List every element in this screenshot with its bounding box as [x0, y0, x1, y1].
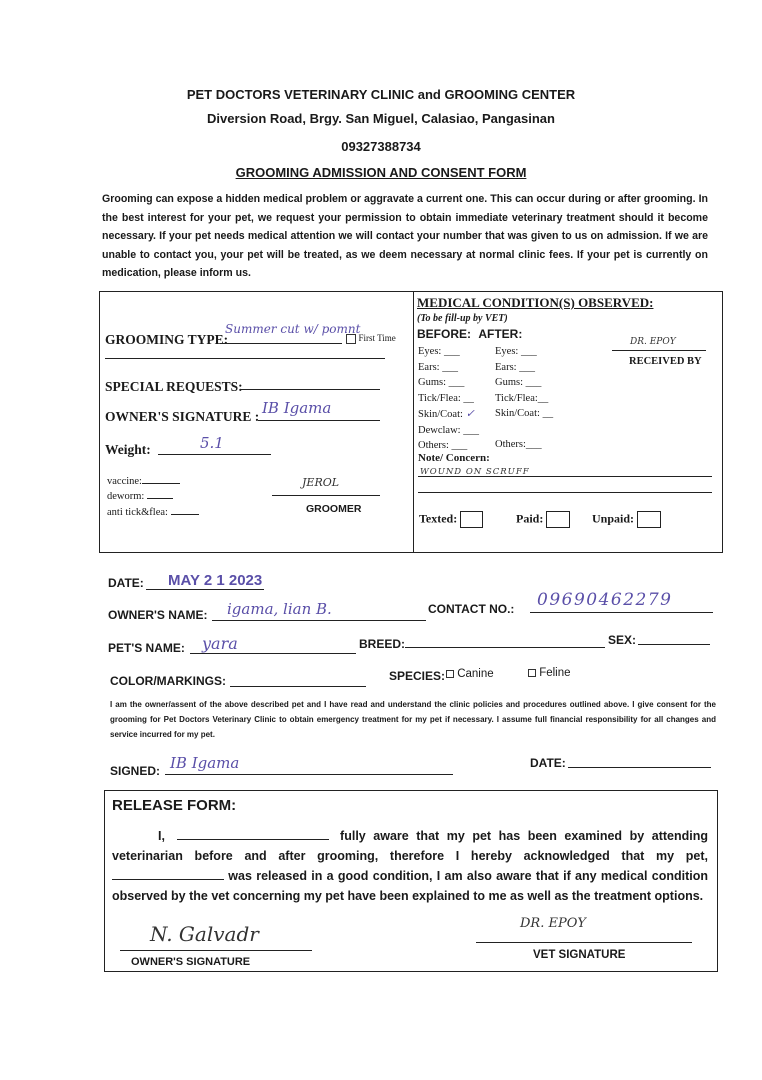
texted-checkbox[interactable]: [460, 511, 483, 528]
weight-line: [158, 454, 271, 455]
weight-value[interactable]: 5.1: [200, 434, 224, 452]
date-label: DATE:: [108, 576, 144, 590]
box-divider: [413, 291, 414, 553]
owner-name-value[interactable]: igama, lian B.: [227, 600, 332, 618]
contact-line: [530, 612, 713, 613]
paid-option[interactable]: [516, 511, 570, 528]
groomer-label: GROOMER: [306, 503, 362, 515]
grooming-type-value[interactable]: Summer cut w/ pomnt: [225, 322, 361, 336]
consent-date-label: DATE:: [530, 756, 566, 770]
before-item[interactable]: Skin/Coat: ✓: [418, 407, 475, 420]
release-vet-sig-label: VET SIGNATURE: [533, 949, 626, 961]
release-text-1: fully aware that my pet has been examined by attending veterinarian before and after grooming, therefore I hereby acknowledged that my pet,: [112, 829, 708, 863]
sex-label: SEX:: [608, 633, 637, 647]
after-item[interactable]: Others:___: [495, 439, 542, 450]
texted-option[interactable]: [419, 511, 483, 528]
feline-checkbox[interactable]: [528, 669, 536, 677]
received-by-value[interactable]: DR. EPOY: [630, 337, 676, 347]
canine-checkbox[interactable]: [446, 670, 454, 678]
intro-paragraph: Grooming can expose a hidden medical problem or aggravate a current one. This can occur during or after grooming. In the best interest for your pet, we request your permission to obtain immediate veterinary treatment should it become necessary. If your pet needs medical attention we will contact your number that was given to us on admission. If we are unable to contact you, your pet will be treated, as we deem necessary at normal clinic fees. If your pet is currently on medication, please inform us.: [102, 193, 708, 280]
release-owner-signature[interactable]: N. Galvadr: [150, 922, 259, 946]
date-stamp[interactable]: MAY 2 1 2023: [168, 572, 263, 589]
after-item[interactable]: Skin/Coat: __: [495, 408, 554, 419]
groomer-line: [272, 495, 380, 496]
breed-field[interactable]: [405, 647, 605, 648]
release-vet-signature[interactable]: DR. EPOY: [520, 916, 586, 931]
unpaid-label: Unpaid:: [592, 511, 635, 526]
after-item[interactable]: Gums: ___: [495, 377, 542, 388]
clinic-phone: 09327388734: [341, 139, 421, 154]
before-item[interactable]: Tick/Flea: __: [418, 392, 474, 404]
note-label: Note/ Concern:: [418, 452, 490, 464]
texted-label: Texted:: [419, 511, 458, 526]
after-label: AFTER:: [478, 327, 523, 341]
weight-label: Weight:: [105, 442, 151, 457]
first-time-option[interactable]: [346, 333, 396, 344]
groomer-value[interactable]: JEROL: [302, 476, 340, 489]
species-canine-option[interactable]: [446, 668, 494, 680]
consent-text: I am the owner/assent of the above described pet and I have read and understand the clinic policies and procedures outlined above. I give consent for the grooming for Pet Doctors Veterinary Clinic to obtain emergency treatment for my pet if necessary. I assume full financial responsibility for all changes and service incurred for my pet.: [110, 700, 716, 739]
deworm-row: [107, 491, 173, 502]
consent-date-field[interactable]: [568, 767, 711, 768]
feline-label: Feline: [539, 667, 571, 679]
special-requests-field[interactable]: [240, 389, 380, 390]
signed-line: [165, 774, 453, 775]
received-by-label: RECEIVED BY: [629, 356, 702, 367]
owner-signature-value[interactable]: IB Igama: [262, 399, 332, 417]
pet-name-value[interactable]: yara: [202, 634, 238, 653]
after-item[interactable]: Ears: ___: [495, 361, 535, 373]
grooming-type-label: GROOMING TYPE:: [105, 332, 229, 347]
note-value[interactable]: WOUND ON SCRUFF: [420, 467, 530, 477]
unpaid-checkbox[interactable]: [637, 511, 661, 528]
before-checklist: [418, 344, 479, 454]
owner-signature-label: OWNER'S SIGNATURE :: [105, 409, 260, 424]
owner-signature-line: [258, 420, 380, 421]
release-text-2: was released in a good condition, I am also aware that if any medical condition observed by the vet concerning my pet have been explained to me as well as the treatment options.: [112, 869, 708, 903]
before-item[interactable]: Others: ___: [418, 440, 468, 451]
clinic-address: Diversion Road, Brgy. San Miguel, Calasiao, Pangasinan: [207, 111, 555, 126]
note-line-1: [418, 476, 712, 477]
release-vet-sig-line: [476, 942, 692, 943]
skin-check-mark: ✓: [465, 407, 475, 420]
special-requests-label: SPECIAL REQUESTS:: [105, 379, 243, 394]
release-owner-name-field[interactable]: [177, 839, 329, 840]
vaccine-label: vaccine:: [107, 476, 142, 487]
deworm-field[interactable]: [147, 498, 173, 499]
contact-label: CONTACT NO.:: [428, 602, 515, 616]
received-by-line: [612, 350, 706, 351]
owner-name-line: [212, 620, 426, 621]
pet-name-line: [190, 653, 356, 654]
date-line: [146, 589, 264, 590]
grooming-extra-line: [105, 358, 385, 359]
sex-field[interactable]: [638, 644, 710, 645]
before-item[interactable]: Ears: ___: [418, 361, 458, 373]
vaccine-row: [107, 476, 180, 487]
paid-label: Paid:: [516, 511, 544, 526]
before-item[interactable]: Eyes: ___: [418, 346, 460, 357]
first-time-checkbox[interactable]: [346, 334, 356, 344]
antitick-label: anti tick&flea:: [107, 507, 168, 518]
after-checklist: [495, 344, 553, 453]
signed-label: SIGNED:: [110, 764, 161, 778]
signed-value[interactable]: IB Igama: [170, 754, 240, 772]
color-markings-label: COLOR/MARKINGS:: [110, 674, 226, 688]
vaccine-field[interactable]: [142, 483, 180, 484]
before-item[interactable]: Dewclaw: ___: [418, 424, 479, 436]
release-paragraph: [112, 826, 708, 906]
paid-checkbox[interactable]: [546, 511, 570, 528]
species-feline-option[interactable]: [528, 667, 571, 679]
unpaid-option[interactable]: [592, 511, 661, 528]
contact-value[interactable]: 09690462279: [537, 590, 673, 610]
species-label: SPECIES:: [389, 669, 446, 683]
first-time-label: First Time: [358, 333, 396, 343]
before-after-header: [417, 327, 522, 341]
deworm-label: deworm:: [107, 491, 145, 502]
form-title: GROOMING ADMISSION AND CONSENT FORM: [235, 165, 527, 180]
medical-title: MEDICAL CONDITION(S) OBSERVED:: [417, 295, 654, 310]
after-item[interactable]: Eyes: ___: [495, 346, 537, 357]
canine-label: Canine: [457, 668, 494, 680]
medical-subtitle: (To be fill-up by VET): [417, 313, 508, 324]
after-item[interactable]: Tick/Flea:__: [495, 392, 549, 404]
color-markings-field[interactable]: [230, 686, 366, 687]
pet-name-label: PET'S NAME:: [108, 641, 185, 655]
antitick-row: [107, 507, 199, 518]
release-pet-name-field[interactable]: [112, 879, 224, 880]
clinic-name: PET DOCTORS VETERINARY CLINIC and GROOMING CENTER: [186, 87, 576, 102]
release-owner-sig-line: [120, 950, 312, 951]
release-i-label: I,: [158, 829, 165, 843]
antitick-field[interactable]: [171, 514, 199, 515]
before-item[interactable]: Gums: ___: [418, 377, 465, 388]
grooming-type-line: [220, 343, 342, 344]
release-owner-sig-label: OWNER'S SIGNATURE: [131, 956, 251, 968]
breed-label: BREED:: [359, 637, 406, 651]
note-line-2: [418, 492, 712, 493]
before-label: BEFORE:: [417, 327, 471, 341]
release-title: RELEASE FORM:: [112, 797, 237, 814]
owner-name-label: OWNER'S NAME:: [108, 608, 208, 622]
